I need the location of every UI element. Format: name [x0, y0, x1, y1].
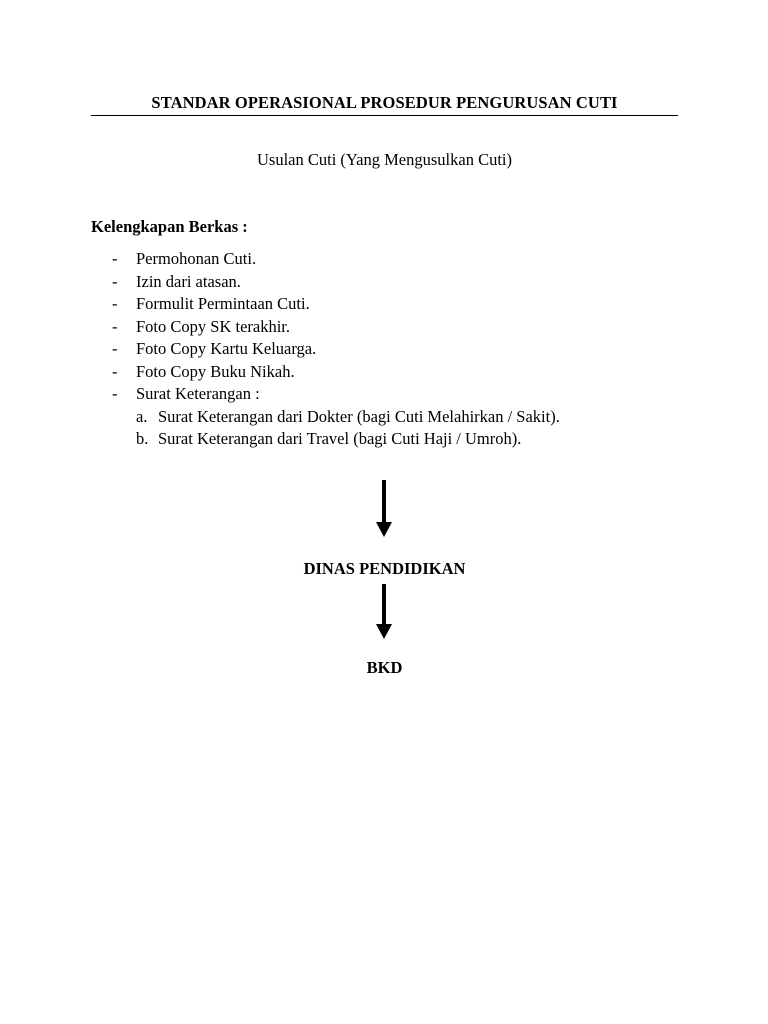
sub-item-text: Surat Keterangan dari Dokter (bagi Cuti Melahirkan / Sakit). — [158, 406, 560, 426]
sub-item-text: Surat Keterangan dari Travel (bagi Cuti Haji / Umroh). — [158, 429, 522, 448]
list-item-text: Surat Keterangan : — [136, 384, 260, 403]
title-underline — [91, 115, 678, 116]
sub-list-item — [91, 428, 691, 451]
list-item — [91, 361, 691, 384]
bullet-marker: - — [112, 271, 118, 291]
bullet-marker: - — [112, 316, 118, 336]
document-subtitle: Usulan Cuti (Yang Mengusulkan Cuti) — [257, 150, 512, 169]
bullet-marker: - — [112, 339, 118, 358]
list-item-text: Foto Copy Buku Nikah. — [136, 361, 295, 381]
arrow-down-icon — [374, 584, 394, 640]
sub-item-letter: b. — [136, 429, 149, 448]
bullet-marker: - — [112, 361, 118, 381]
requirements-heading: Kelengkapan Berkas : — [91, 217, 248, 236]
document-title: STANDAR OPERASIONAL PROSEDUR PENGURUSAN CUTI — [151, 93, 618, 112]
list-item — [91, 338, 691, 361]
sub-item-letter: a. — [136, 406, 148, 426]
requirements-list — [91, 248, 691, 451]
flow-step-dinas-pendidikan: DINAS PENDIDIKAN — [303, 559, 466, 578]
bullet-marker: - — [112, 249, 118, 268]
list-item — [91, 248, 691, 271]
list-item — [91, 271, 691, 294]
list-item — [91, 316, 691, 339]
flow-step-bkd: BKD — [366, 658, 403, 677]
bullet-marker: - — [112, 384, 118, 403]
list-item-text: Foto Copy Kartu Keluarga. — [136, 339, 317, 358]
list-item-text: Formulit Permintaan Cuti. — [136, 294, 310, 313]
bullet-marker: - — [112, 294, 118, 313]
list-item-text: Foto Copy SK terakhir. — [136, 316, 291, 336]
sub-list-item — [91, 406, 691, 429]
list-item-text: Permohonan Cuti. — [136, 249, 257, 268]
list-item — [91, 383, 691, 406]
list-item — [91, 293, 691, 316]
list-item-text: Izin dari atasan. — [136, 271, 241, 291]
arrow-down-icon — [374, 480, 394, 538]
